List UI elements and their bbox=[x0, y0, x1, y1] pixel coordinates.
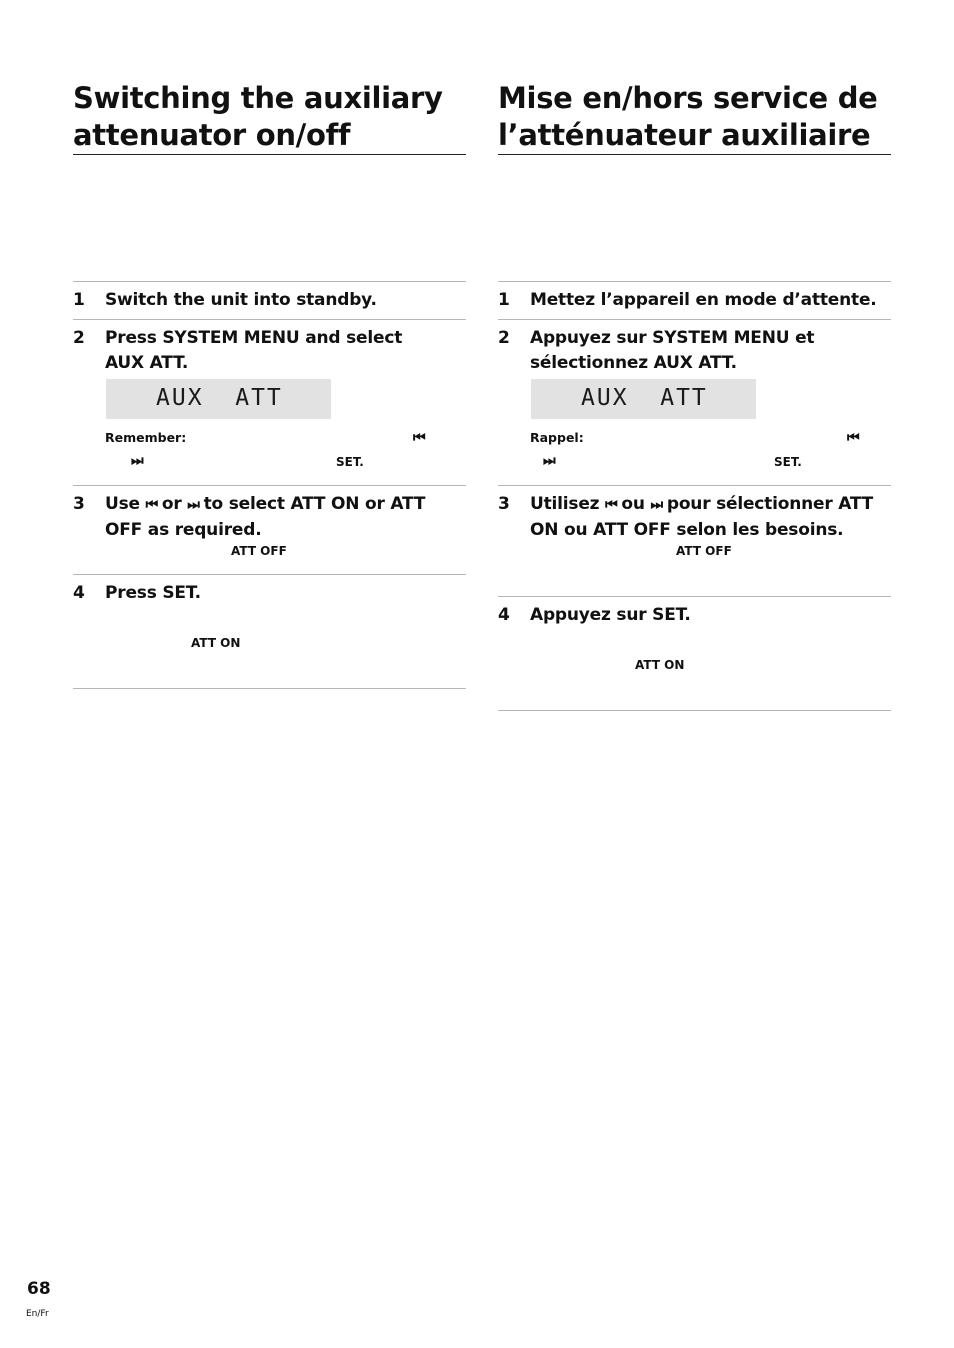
divider bbox=[498, 710, 891, 711]
french-step-4 bbox=[498, 596, 891, 710]
previous-track-icon: ⏮ bbox=[145, 497, 157, 513]
page-number: 68 bbox=[27, 1279, 51, 1299]
remember-label: Remember: bbox=[105, 430, 187, 445]
set-label: SET. bbox=[336, 455, 364, 469]
step-text: Use ⏮ or ⏭ to select ATT ON or ATT OFF as required. bbox=[105, 494, 426, 540]
lcd-display-text: AUX ATT bbox=[581, 385, 708, 411]
step-text: Switch the unit into standby. bbox=[105, 290, 377, 310]
lcd-display bbox=[531, 379, 756, 419]
next-track-icon: ⏭ bbox=[650, 497, 662, 513]
previous-track-icon: ⏮ bbox=[847, 430, 858, 446]
step-text: Utilisez ⏮ ou ⏭ pour sélectionner ATT ON ou ATT OFF selon les besoins. bbox=[530, 494, 874, 540]
previous-track-icon: ⏮ bbox=[413, 430, 424, 446]
step-number: 2 bbox=[498, 328, 510, 348]
step-text: Press SYSTEM MENU and select AUX ATT. bbox=[105, 328, 403, 373]
step-text: Appuyez sur SET. bbox=[530, 605, 691, 625]
step-text: Press SET. bbox=[105, 583, 201, 603]
remember-label: Rappel: bbox=[530, 430, 584, 445]
lcd-display bbox=[106, 379, 331, 419]
step-text: Appuyez sur SYSTEM MENU et sélectionnez AUX ATT. bbox=[530, 328, 815, 373]
next-track-icon: ⏭ bbox=[131, 453, 142, 469]
att-on-label: ATT ON bbox=[635, 658, 685, 672]
french-step-2 bbox=[498, 319, 891, 485]
next-track-icon: ⏭ bbox=[187, 497, 198, 513]
english-step-3 bbox=[73, 485, 466, 574]
att-off-label: ATT OFF bbox=[676, 544, 732, 558]
previous-track-icon: ⏮ bbox=[605, 497, 616, 513]
lcd-display-text: AUX ATT bbox=[156, 385, 283, 411]
step-number: 3 bbox=[498, 494, 510, 514]
french-step-3 bbox=[498, 485, 891, 596]
english-title-line-2: attenuator on/off bbox=[73, 118, 351, 152]
step-text: Mettez l’appareil en mode d’attente. bbox=[530, 290, 877, 310]
english-step-2 bbox=[73, 319, 466, 485]
page-language: En/Fr bbox=[26, 1309, 49, 1319]
english-title bbox=[73, 80, 466, 155]
english-step-1 bbox=[73, 281, 466, 319]
next-track-icon: ⏭ bbox=[543, 453, 554, 469]
french-step-1 bbox=[498, 281, 891, 319]
step-number: 4 bbox=[73, 583, 85, 603]
att-off-label: ATT OFF bbox=[231, 544, 287, 558]
set-label: SET. bbox=[774, 455, 802, 469]
french-title-line-2: l’atténuateur auxiliaire bbox=[498, 118, 871, 152]
english-title-line-1: Switching the auxiliary bbox=[73, 81, 443, 115]
step-number: 1 bbox=[498, 290, 510, 310]
french-title-line-1: Mise en/hors service de bbox=[498, 81, 878, 115]
french-title bbox=[498, 80, 891, 155]
english-step-4 bbox=[73, 574, 466, 688]
step-number: 2 bbox=[73, 328, 85, 348]
att-on-label: ATT ON bbox=[191, 636, 241, 650]
step-number: 1 bbox=[73, 290, 85, 310]
step-number: 3 bbox=[73, 494, 85, 514]
step-number: 4 bbox=[498, 605, 510, 625]
divider bbox=[73, 688, 466, 689]
